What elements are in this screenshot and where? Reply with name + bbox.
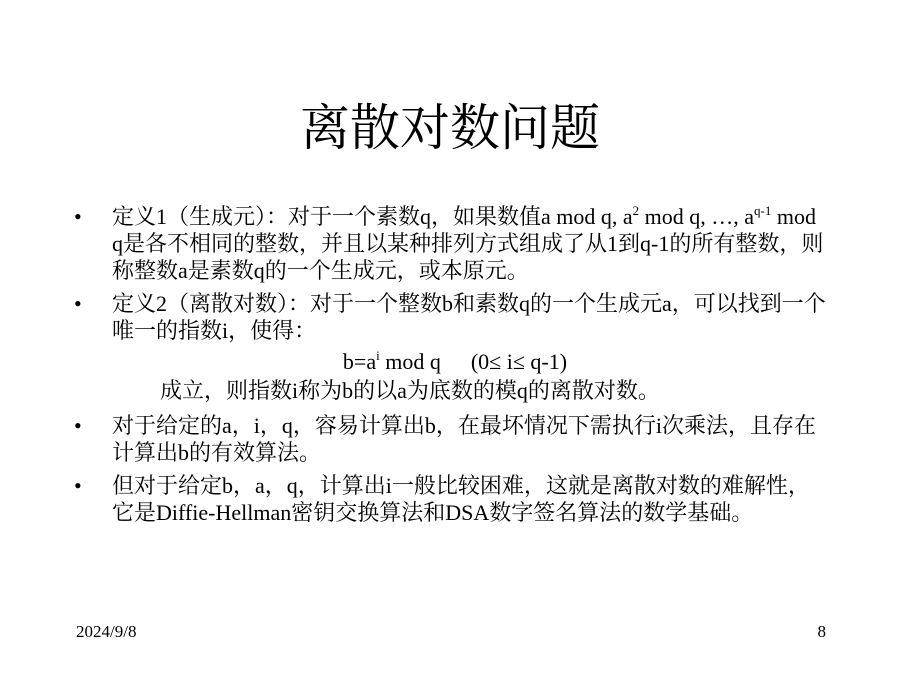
bullet-item-easy-direction xyxy=(70,412,830,466)
formula-part: b=a xyxy=(342,349,377,374)
footer-date: 2024/9/8 xyxy=(76,622,137,641)
bullet-text-part: mod q是各不相同的整数，并且以某种排列方式组成了从1到q-1的所有整数，则称整数a是素数q的一个生成元，或本原元。 xyxy=(112,204,824,283)
bullet-text xyxy=(112,204,823,283)
bullet-icon: • xyxy=(74,473,82,498)
bullet-icon: • xyxy=(74,204,82,229)
conclusion-text: 成立，则指数i称为b的以a为底数的模q的离散对数。 xyxy=(160,378,660,403)
slide-title: 离散对数问题 xyxy=(300,100,600,156)
bullet-list xyxy=(70,203,830,532)
bullet-text: 对于给定的a，i，q，容易计算出b，在最坏情况下需执行i次乘法，且存在计算出b的有效算法。 xyxy=(112,413,816,465)
bullet-text-part: mod q, …, a xyxy=(639,204,755,229)
bullet-icon: • xyxy=(74,291,82,316)
superscript: q-1 xyxy=(754,203,772,218)
bullet-text-part: 定义1（生成元）：对于一个素数q，如果数值a mod q, a xyxy=(112,204,633,229)
formula-part: mod q xyxy=(379,349,441,374)
page-number: 8 xyxy=(817,622,826,641)
bullet-item-hard-direction xyxy=(70,472,830,526)
bullet-item-generator-definition xyxy=(70,203,830,284)
superscript: 2 xyxy=(632,203,640,218)
formula xyxy=(70,348,830,375)
bullet-text: 定义2（离散对数）：对于一个整数b和素数q的一个生成元a，可以找到一个唯一的指数i，使得： xyxy=(112,291,826,343)
bullet-item-discrete-log-definition xyxy=(70,290,830,344)
bullet-text: 但对于给定b，a，q，计算出i一般比较困难，这就是离散对数的难解性，它是Diffie-Hellman密钥交换算法和DSA数字签名算法的数学基础。 xyxy=(112,473,810,525)
superscript: i xyxy=(376,348,380,363)
formula-range: (0≤ i≤ q-1) xyxy=(470,349,568,374)
bullet-icon: • xyxy=(74,413,82,438)
